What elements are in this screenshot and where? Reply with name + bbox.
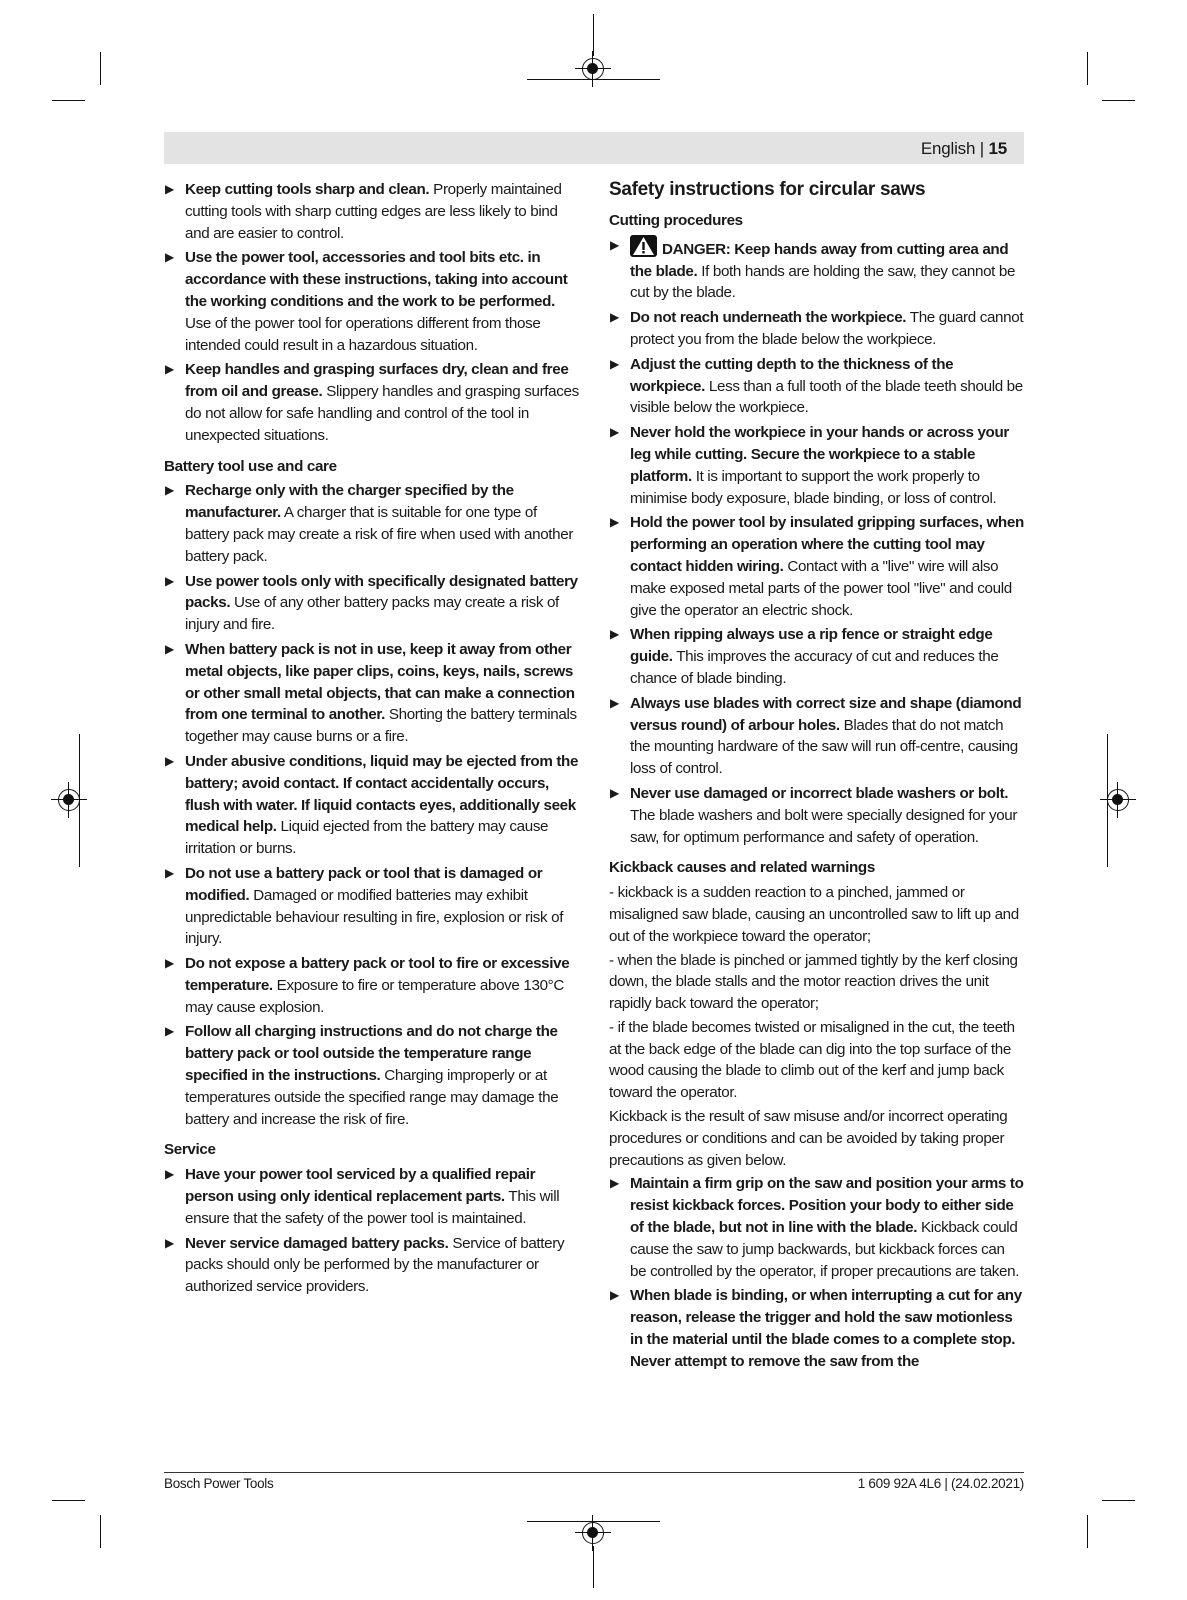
bullet-arrow-icon: ▶ [165,362,174,377]
item-text: Blades that do not match the mounting hardware of the saw will run off-centre, causing loss of control. [630,716,1018,778]
item-bold: Keep cutting tools sharp and clean. [185,181,430,198]
item-text: It is important to support the work properly to minimise body exposure, blade binding, or loss of control. [630,467,997,507]
list-item [164,571,579,636]
battery-list [164,480,579,1130]
bullet-arrow-icon: ▶ [610,785,619,800]
list-item [609,354,1024,419]
register-mark-left [58,789,80,811]
bullet-arrow-icon: ▶ [610,310,619,325]
list-item [164,1233,579,1298]
crop-mark-bl-v [100,1515,101,1548]
list-item [609,624,1024,689]
bullet-arrow-icon: ▶ [165,182,174,196]
tool-care-list [164,179,579,447]
bullet-arrow-icon: ▶ [610,356,619,371]
bullet-arrow-icon: ▶ [165,1024,174,1039]
item-text: The blade washers and bolt were specially designed for your saw, for optimum performance and safety of operation. [630,806,1018,846]
footer-left: Bosch Power Tools [164,1476,274,1491]
item-bold: Follow all charging instructions and do not charge the battery pack or tool outside the temperature range specified in the instructions. [185,1023,558,1085]
kickback-paragraphs [609,882,1024,1171]
list-item [164,639,579,748]
footer-right: 1 609 92A 4L6 | (24.02.2021) [857,1476,1024,1491]
item-bold: Do not expose a battery pack or tool to fire or excessive temperature. [185,955,570,994]
item-text: Shorting the battery terminals together may cause burns or a fire. [185,706,577,746]
crop-mark-tr-v [1087,52,1088,85]
item-text: A charger that is suitable for one type of battery pack may create a risk of fire when used with another battery pack. [185,504,574,565]
crop-mark-tl-v [100,52,101,85]
service-heading: Service [164,1141,216,1159]
item-text: Exposure to fire or temperature above 130°C may cause explosion. [185,976,565,1016]
item-text: This will ensure that the safety of the power tool is maintained. [185,1188,560,1227]
crop-mark-br-h [1102,1500,1135,1501]
list-item [164,751,579,860]
item-bold: Maintain a firm grip on the saw and position your arms to resist kickback forces. Position your body to either side of the blade, but not in line with the blade. [630,1175,1024,1237]
header-separator: | [979,139,984,158]
list-item [609,783,1024,848]
register-line-left [79,734,80,867]
item-text: Use of any other battery packs may create a risk of injury and fire. [185,594,559,634]
item-bold: Never service damaged battery packs. [185,1234,449,1252]
list-item [609,1173,1024,1282]
list-item [164,1021,579,1130]
list-item [164,179,579,244]
list-item [164,953,579,1018]
list-item [164,1164,579,1229]
item-bold: Never hold the workpiece in your hands or across your leg while cutting. Secure the workpiece to a stable platform. [630,424,1009,485]
crop-mark-br-v [1087,1515,1088,1548]
list-item [164,480,579,567]
kickback-paragraph: - when the blade is pinched or jammed tightly by the kerf closing down, the blade stalls and the motor reaction drives the unit rapidly back toward the operator; [609,951,1018,1013]
item-text: Service of battery packs should only be performed by the manufacturer or authorized service providers. [185,1234,565,1296]
cutting-heading: Cutting procedures [609,212,743,229]
item-text: Damaged or modified batteries may exhibit unpredictable behaviour resulting in fire, explosion or risk of injury. [185,886,564,948]
list-item [164,247,579,356]
bullet-arrow-icon: ▶ [165,1167,174,1182]
item-bold: Under abusive conditions, liquid may be ejected from the battery; avoid contact. If contact accidentally occurs, flush with water. If liquid contacts eyes, additionally seek medical help. [185,752,579,836]
crop-mark-tr-h [1102,100,1135,101]
kickback-paragraph: Kickback is the result of saw misuse and/or incorrect operating procedures or conditions and can be avoided by taking proper precautions as given below. [609,1108,1008,1169]
item-text: The guard cannot protect you from the blade below the workpiece. [630,309,1024,348]
item-text: Kickback could cause the saw to jump backwards, but kickback forces can be controlled by the operator, if proper precautions are taken. [630,1219,1020,1280]
bullet-arrow-icon: ▶ [165,573,174,588]
list-item [609,307,1024,351]
list-item [164,359,579,446]
list-item [609,693,1024,780]
register-mark-top [582,58,604,80]
item-bold: Always use blades with correct size and shape (diamond versus round) of arbour holes. [630,694,1022,734]
cutting-list [609,307,1024,848]
danger-bold: DANGER: Keep hands away from cutting area and the blade. [630,240,1009,280]
register-line-right [1107,734,1108,867]
crop-mark-bl-h [52,1500,85,1501]
item-bold: Do not reach underneath the workpiece. [630,309,907,327]
item-bold: When battery pack is not in use, keep it away from other metal objects, like paper clips, coins, keys, nails, screws or other small metal objects, that can make a connection from one terminal to another. [185,640,575,724]
item-bold: Use power tools only with specifically designated battery packs. [185,572,578,612]
item-bold: When blade is binding, or when interrupting a cut for any reason, release the trigger and hold the saw motionless in the material until the blade comes to a complete stop. Never attempt to remove the saw from the [630,1287,1022,1370]
bullet-arrow-icon: ▶ [610,695,619,710]
item-bold: Have your power tool serviced by a qualified repair person using only identical replacement parts. [185,1166,536,1206]
kickback-paragraph: - if the blade becomes twisted or misaligned in the cut, the teeth at the back edge of the blade can dig into the top surface of the wood causing the blade to climb out of the kerf and jump back toward the operator. [609,1018,1015,1102]
page-number: 15 [988,139,1007,158]
item-text: Use of the power tool for operations different from those intended could result in a hazardous situation. [185,314,541,354]
item-text: Slippery handles and grasping surfaces do not allow for safe handling and control of the tool in unexpected situations. [185,383,579,444]
kickback-heading: Kickback causes and related warnings [609,859,875,877]
bullet-arrow-icon: ▶ [165,1235,174,1250]
list-item [609,1285,1024,1372]
bullet-arrow-icon: ▶ [610,627,619,642]
register-stem-top [593,14,594,56]
item-bold: Never use damaged or incorrect blade washers or bolt. [630,784,1009,802]
list-item [609,422,1024,509]
item-bold: Recharge only with the charger specified by the manufacturer. [185,482,514,522]
bullet-arrow-icon: ▶ [610,1176,619,1191]
bullet-arrow-icon: ▶ [165,641,174,656]
item-text: Charging improperly or at temperatures outside the specified range may damage the battery and increase the risk of fire. [185,1067,559,1128]
item-text: Contact with a "live" wire will also make exposed metal parts of the power tool "live" and could give the operator an electric shock. [630,557,1012,619]
danger-item [609,235,1024,304]
item-bold: Adjust the cutting depth to the thickness of the workpiece. [630,355,954,395]
item-bold: Keep handles and grasping surfaces dry, clean and free from oil and grease. [185,361,569,401]
service-list [164,1164,579,1298]
header-language: English [920,139,976,158]
register-stem-bottom [593,1546,594,1588]
item-bold: Do not use a battery pack or tool that is damaged or modified. [185,864,543,904]
left-column [164,179,579,1301]
bullet-arrow-icon: ▶ [165,956,174,971]
bullet-arrow-icon: ▶ [610,237,619,252]
item-bold: When ripping always use a rip fence or straight edge guide. [630,626,993,666]
item-text: Properly maintained cutting tools with sharp cutting edges are less likely to bind and are easier to control. [185,181,562,242]
register-mark-right [1107,789,1129,811]
battery-heading: Battery tool use and care [164,457,337,475]
bullet-arrow-icon: ▶ [610,1288,619,1303]
item-text: Liquid ejected from the battery may cause irritation or burns. [185,818,549,858]
kickback-list [609,1173,1024,1372]
item-bold: Hold the power tool by insulated gripping surfaces, when performing an operation where the cutting tool may contact hidden wiring. [630,514,1024,575]
page-header [921,139,1007,159]
kickback-paragraph: - kickback is a sudden reaction to a pinched, jammed or misaligned saw blade, causing an uncontrolled saw to lift up and out of the workpiece toward the operator; [609,884,1019,945]
danger-text: If both hands are holding the saw, they cannot be cut by the blade. [630,262,1016,302]
item-bold: Use the power tool, accessories and tool bits etc. in accordance with these instructions, taking into account the working conditions and the work to be performed. [185,249,568,310]
header-bar [164,132,1024,164]
bullet-arrow-icon: ▶ [165,753,174,768]
section-title: Safety instructions for circular saws [609,179,926,200]
item-text: Less than a full tooth of the blade teeth should be visible below the workpiece. [630,377,1023,417]
item-text: This improves the accuracy of cut and reduces the chance of blade binding. [630,648,999,687]
crop-mark-tl-h [52,100,85,101]
register-mark-bottom [582,1522,604,1544]
bullet-arrow-icon: ▶ [165,250,174,265]
list-item [609,512,1024,621]
bullet-arrow-icon: ▶ [165,865,174,880]
right-column [609,179,1024,1376]
warning-triangle-icon [630,235,657,257]
bullet-arrow-icon: ▶ [165,483,174,498]
bullet-arrow-icon: ▶ [610,515,619,530]
footer-rule [164,1472,1024,1473]
bullet-arrow-icon: ▶ [610,425,619,440]
list-item [164,863,579,950]
